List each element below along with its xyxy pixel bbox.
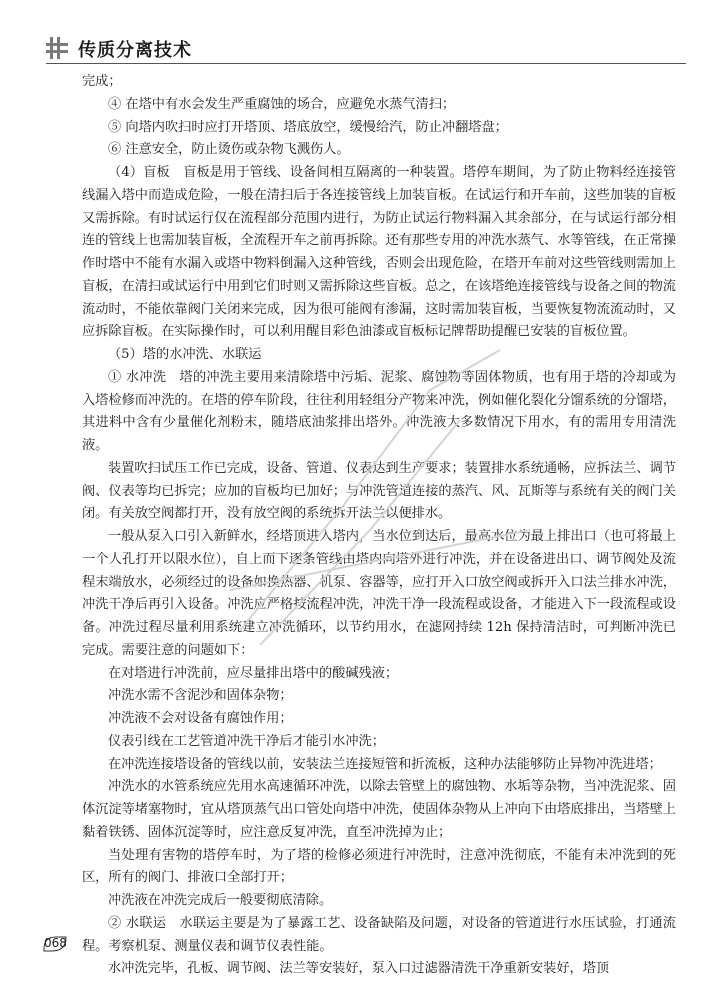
paragraph: 在冲洗连接塔设备的管线以前，安装法兰连接短管和折流板，这种办法能够防止异物冲洗进塔； <box>108 756 662 772</box>
paragraph: ⑤ 向塔内吹扫时应打开塔顶、塔底放空，缓慢给汽，防止冲翻塔盘； <box>108 119 508 135</box>
paragraph: 当处理有害物的塔停车时，为了塔的检修必须进行冲洗时，注意冲洗彻底，不能有未冲洗到的死区，所有的阀门、排液口全部打开； <box>82 847 676 886</box>
book-logo-icon <box>46 37 68 59</box>
paragraph: 冲洗液在冲洗完成后一般要彻底清除。 <box>108 893 333 908</box>
paragraph: 在对塔进行冲洗前，应尽量排出塔中的酸碱残液； <box>108 665 399 681</box>
paragraph: 仪表引线在工艺管道冲洗干净后才能引水冲洗； <box>108 733 385 749</box>
paragraph: 水冲洗完毕，孔板、调节阀、法兰等安装好，泵入口过滤器清洗干净重新安装好，塔顶 <box>108 961 610 977</box>
paragraph: 冲洗水的水管系统应先用水高速循环冲洗，以除去管壁上的腐蚀物、水垢等杂物，当冲洗泥浆、固体沉淀等堵塞物时，宜从塔顶蒸气出口管处向塔中冲洗，使固体杂物从上冲向下由塔底排出，当塔壁上黏着铁锈、固体沉淀等时，应注意反复冲洗，直至冲洗掉为止； <box>82 779 676 840</box>
header-rule <box>46 63 686 64</box>
body-text <box>82 71 676 981</box>
book-title: 传质分离技术 <box>78 40 192 61</box>
page-header <box>46 33 686 63</box>
page-number-text: 068 <box>44 936 67 950</box>
paragraph: ① 水冲洗 塔的冲洗主要用来清除塔中污垢、泥浆、腐蚀物等固体物质，也有用于塔的冷却或为入塔检修而冲洗的。在塔的停车阶段，往往利用轻组分产物来冲洗，例如催化裂化分馏系统的分馏塔，其进料中含有少量催化剂粉末，随塔底油浆排出塔外。冲洗液大多数情况下用水，有的需用专用清洗液。 <box>82 369 676 453</box>
page-number <box>42 935 68 953</box>
paragraph: 冲洗液不会对设备有腐蚀作用； <box>108 711 293 726</box>
paragraph: 冲洗水需不含泥沙和固体杂物； <box>108 688 293 704</box>
paragraph: （4）盲板 盲板是用于管线、设备间相互隔离的一种装置。塔停车期间，为了防止物料经连接管线漏入塔中而造成危险，一般在清扫后于各连接管线上加装盲板。在试运行和开车前，这些加装的盲板又需拆除。有时试运行仅在流程部分范围内进行，为防止试运行物料漏入其余部分，在与试运行部分相连的管线上也需加装盲板，全流程开车之前再拆除。还有那些专用的冲洗水蒸气、水等管线，在正常操作时塔中不能有水漏入或塔中物料倒漏入这种管线，否则会出现危险，在塔开车前对这些管线则需加上盲板，在清扫或试运行中用到它们时则又需拆除这些盲板。总之，在该塔绝连接管线与设备之间的物流流动时，不能依靠阀门关闭来完成，因为很可能阀有渗漏，这时需加装盲板，当要恢复物流流动时，又应拆除盲板。在实际操作时，可以利用醒目彩色油漆或盲板标记牌帮助提醒已安装的盲板位置。 <box>82 165 676 340</box>
paragraph: 完成； <box>82 74 122 89</box>
paragraph: ⑥ 注意安全，防止烫伤或杂物飞溅伤人。 <box>108 142 350 158</box>
paragraph: （5）塔的水冲洗、水联运 <box>108 347 262 362</box>
paragraph: ④ 在塔中有水会发生严重腐蚀的场合，应避免水蒸气清扫； <box>108 96 456 112</box>
paragraph: 一般从泵入口引入新鲜水，经塔顶进入塔内，当水位到达后，最高水位为最上排出口（也可将最上一个人孔打开以限水位），自上而下逐条管线由塔内向塔外进行冲洗，并在设备进出口、调节阀处及流程末端放水，必须经过的设备如换热器、机泵、容器等，应打开入口放空阀或拆开入口法兰排水冲洗，冲洗干净后再引入设备。冲洗应严格按流程冲洗，冲洗干净一段流程或设备，才能进入下一段流程或设备。冲洗过程尽量利用系统建立冲洗循环，以节约用水，在滤网持续 12h 保持清洁时，可判断冲洗已完成。需要注意的问题如下： <box>82 529 676 658</box>
paragraph: 装置吹扫试压工作已完成，设备、管道、仪表达到生产要求；装置排水系统通畅，应拆法兰、调节阀、仪表等均已拆完；应加的盲板均已加好；与冲洗管道连接的蒸汽、风、瓦斯等与系统有关的阀门关闭。有关放空阀都打开，没有放空阀的系统拆开法兰以便排水。 <box>82 460 676 522</box>
paragraph: ② 水联运 水联运主要是为了暴露工艺、设备缺陷及问题，对设备的管道进行水压试验，打通流程。考察机泵、测量仪表和调节仪表性能。 <box>82 915 676 954</box>
